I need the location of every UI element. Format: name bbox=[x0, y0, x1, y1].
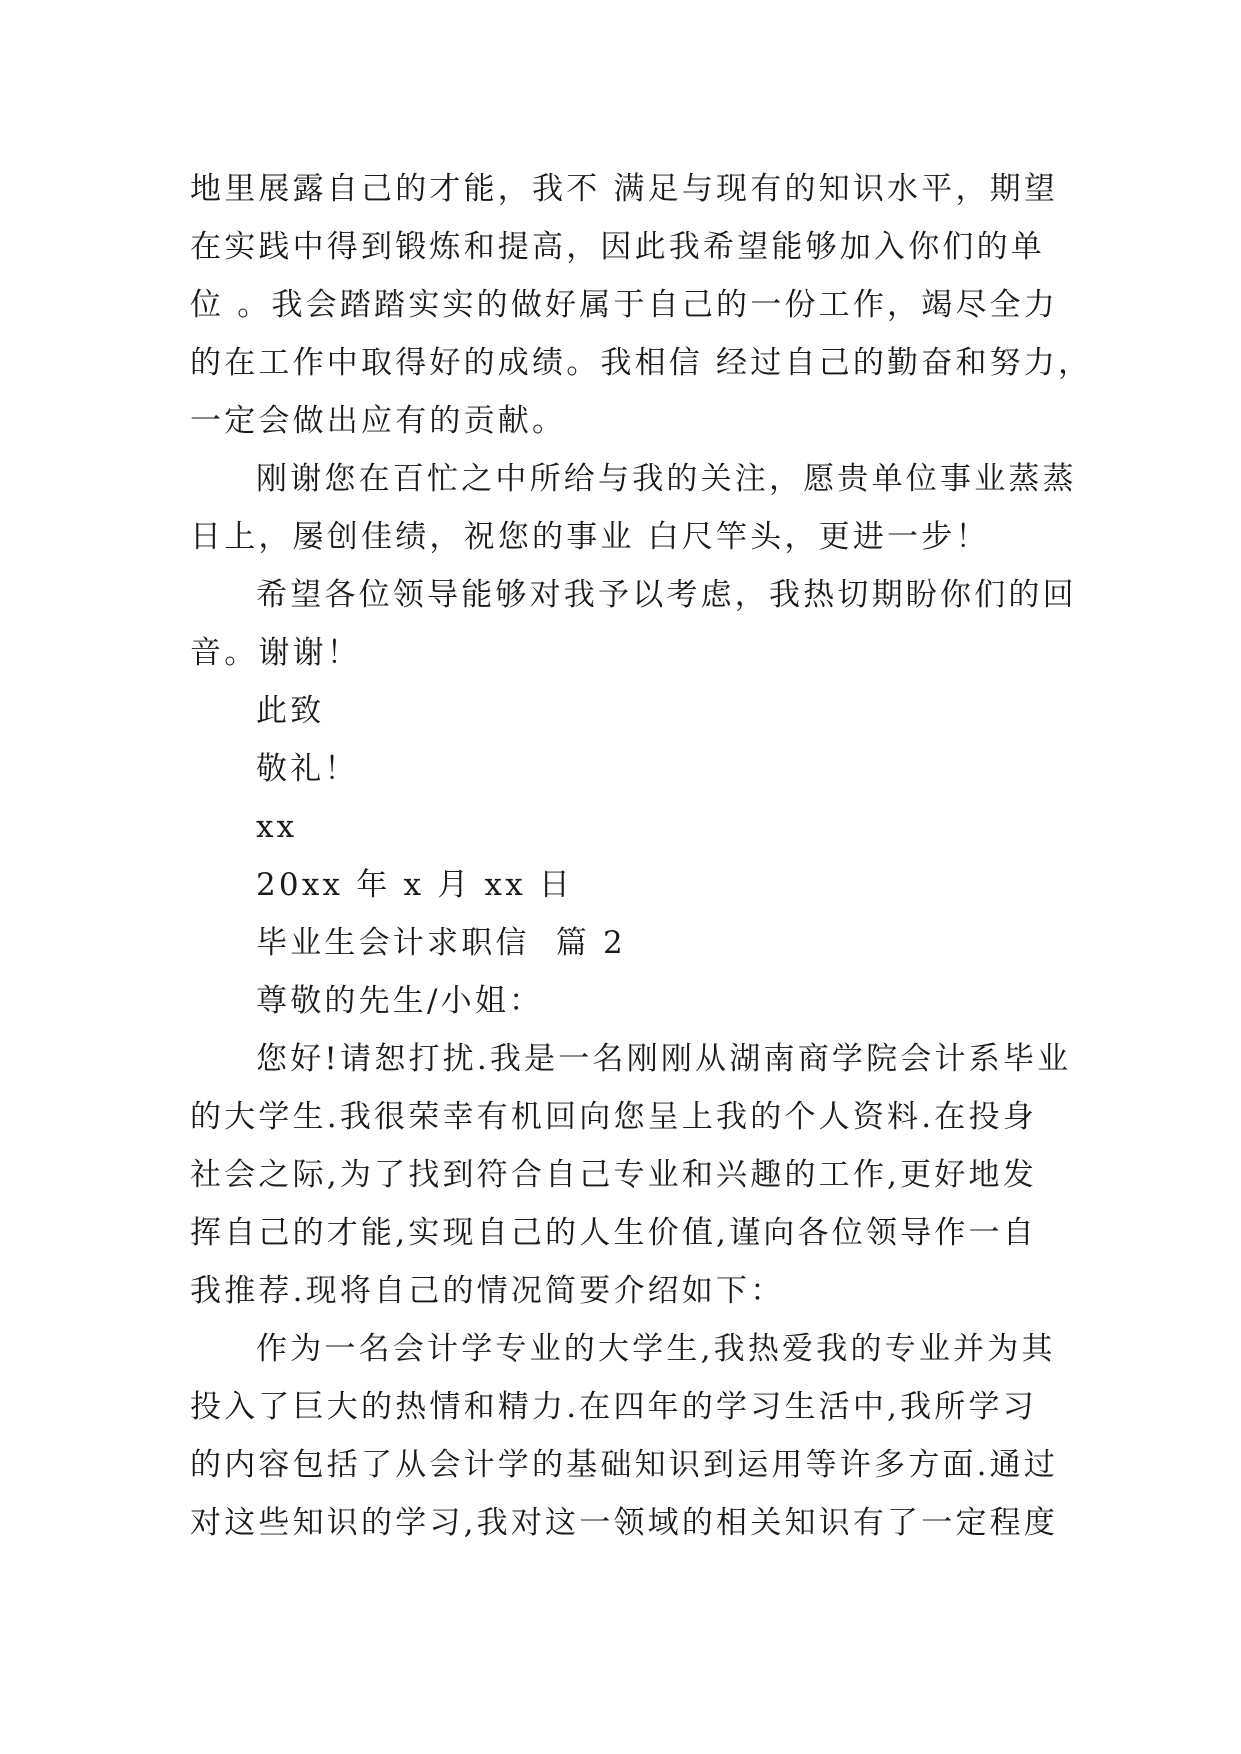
text-line: 一定会做出应有的贡献。 bbox=[190, 403, 567, 439]
text-line: 位 。我会踏踏实实的做好属于自己的一份工作，竭尽全力 bbox=[190, 287, 1059, 323]
text-line: 对这些知识的学习,我对这一领域的相关知识有了一定程度 bbox=[190, 1505, 1059, 1541]
paragraph-start-line: 您好!请恕打扰.我是一名刚刚从湖南商学院会计系毕业 bbox=[256, 1041, 1072, 1077]
greeting: 尊敬的先生/小姐： bbox=[256, 983, 544, 1019]
text-line: 的内容包括了从会计学的基础知识到运用等许多方面.通过 bbox=[190, 1447, 1059, 1483]
text-line: 投入了巨大的热情和精力.在四年的学习生活中,我所学习 bbox=[190, 1389, 1037, 1425]
closing-regards: 敬礼！ bbox=[256, 751, 359, 787]
text-line: 日上，屡创佳绩，祝您的事业 白尺竿头，更进一步！ bbox=[190, 519, 990, 555]
text-line: 挥自己的才能,实现自己的人生价值,谨向各位领导作一自 bbox=[190, 1215, 1037, 1251]
text-line: 在实践中得到锻炼和提高，因此我希望能够加入你们的单 bbox=[190, 229, 1045, 265]
text-line: 我推荐.现将自己的情况简要介绍如下： bbox=[190, 1273, 785, 1309]
text-line: 的大学生.我很荣幸有机回向您呈上我的个人资料.在投身 bbox=[190, 1099, 1037, 1135]
text-line: 的在工作中取得好的成绩。我相信 经过自己的勤奋和努力， bbox=[190, 345, 1093, 381]
text-line: 地里展露自己的才能，我不 满足与现有的知识水平，期望 bbox=[190, 171, 1059, 207]
text-line: 音。谢谢！ bbox=[190, 635, 361, 671]
signature-name: xx bbox=[256, 809, 298, 845]
signature-date: 20xx 年 x 月 xx 日 bbox=[256, 867, 574, 903]
text-line: 社会之际,为了找到符合自己专业和兴趣的工作,更好地发 bbox=[190, 1157, 1037, 1193]
closing-salutation: 此致 bbox=[256, 693, 325, 729]
paragraph-start-line: 刚谢您在百忙之中所给与我的关注，愿贵单位事业蒸蒸 bbox=[256, 461, 1077, 497]
letter-body bbox=[190, 160, 1093, 1552]
section-heading: 毕业生会计求职信 篇 2 bbox=[256, 925, 626, 961]
paragraph-start-line: 希望各位领导能够对我予以考虑，我热切期盼你们的回 bbox=[256, 577, 1077, 613]
paragraph-start-line: 作为一名会计学专业的大学生,我热爱我的专业并为其 bbox=[256, 1331, 1056, 1367]
